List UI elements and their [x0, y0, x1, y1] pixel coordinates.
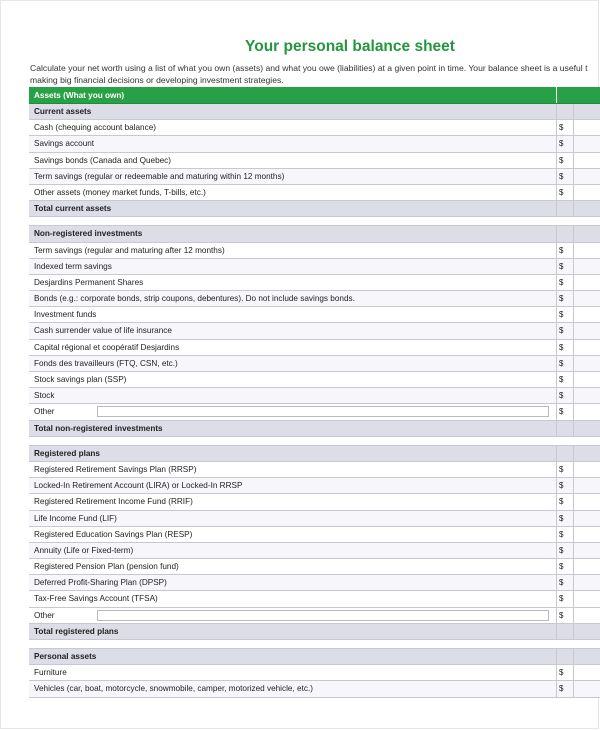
table-row [29, 243, 600, 259]
amount-field[interactable] [574, 665, 600, 680]
other-label: Other [34, 407, 55, 417]
amount-cell-divider [556, 494, 557, 510]
amount-field[interactable] [574, 527, 600, 542]
table-row [29, 527, 600, 543]
row-label: Term savings (regular or redeemable and maturing within 12 months) [34, 171, 285, 181]
row-label: Deferred Profit-Sharing Plan (DPSP) [34, 578, 167, 588]
amount-field[interactable] [574, 511, 600, 526]
dollar-sign: $ [559, 578, 564, 588]
dollar-sign: $ [559, 529, 564, 539]
amount-cell-divider [556, 275, 557, 291]
table-row [29, 665, 600, 681]
amount-field[interactable] [574, 356, 600, 371]
amount-field[interactable] [574, 259, 600, 274]
assets-table [29, 87, 600, 698]
amount-field[interactable] [574, 275, 600, 290]
table-row [29, 478, 600, 494]
amount-field[interactable] [574, 153, 600, 168]
dollar-sign: $ [559, 562, 564, 572]
total-label: Total registered plans [34, 626, 119, 636]
amount-field[interactable] [574, 478, 600, 493]
section-spacer [29, 437, 600, 446]
dollar-sign: $ [559, 391, 564, 401]
amount-cell-divider [556, 136, 557, 152]
row-label: Capital régional et coopératif Desjardins [34, 342, 180, 352]
table-row [29, 511, 600, 527]
amount-cell-divider [556, 511, 557, 527]
dollar-sign: $ [559, 139, 564, 149]
amount-cell-divider [556, 153, 557, 169]
amount-cell-divider [556, 201, 557, 217]
amount-cell-divider [556, 559, 557, 575]
amount-cell-divider [556, 259, 557, 275]
row-label: Tax-Free Savings Account (TFSA) [34, 594, 158, 604]
table-row [29, 185, 600, 201]
amount-field[interactable] [574, 608, 600, 623]
amount-cell-divider [556, 356, 557, 372]
row-label: Savings account [34, 139, 95, 149]
amount-field[interactable] [574, 169, 600, 184]
table-row [29, 275, 600, 291]
dollar-sign: $ [559, 594, 564, 604]
amount-cell-divider [556, 446, 557, 462]
amount-field[interactable] [574, 591, 600, 606]
amount-cell-divider [556, 608, 557, 624]
amount-field[interactable] [574, 494, 600, 509]
table-row [29, 372, 600, 388]
dollar-sign: $ [559, 326, 564, 336]
other-description-input[interactable] [97, 406, 549, 417]
amount-cell-divider [556, 591, 557, 607]
dollar-sign: $ [559, 123, 564, 133]
amount-cell-divider [556, 104, 557, 120]
intro-text [30, 63, 600, 86]
amount-cell-divider [556, 185, 557, 201]
table-row [29, 681, 600, 697]
section-title-row [29, 649, 600, 665]
row-label: Fonds des travailleurs (FTQ, CSN, etc.) [34, 358, 178, 368]
page-title: Your personal balance sheet [245, 38, 455, 55]
dollar-sign: $ [559, 610, 564, 620]
amount-cell-divider [556, 404, 557, 420]
table-row [29, 559, 600, 575]
amount-field[interactable] [574, 575, 600, 590]
row-label: Vehicles (car, boat, motorcycle, snowmobile, camper, motorized vehicle, etc.) [34, 684, 313, 694]
amount-field[interactable] [574, 243, 600, 258]
amount-cell-divider [556, 543, 557, 559]
dollar-sign: $ [559, 261, 564, 271]
row-label: Investment funds [34, 310, 97, 320]
total-row [29, 201, 600, 217]
amount-cell-divider [556, 243, 557, 259]
amount-cell-divider [556, 575, 557, 591]
amount-cell-divider [556, 665, 557, 681]
table-row [29, 259, 600, 275]
row-label: Savings bonds (Canada and Quebec) [34, 155, 172, 165]
row-label: Cash (chequing account balance) [34, 123, 156, 133]
row-label: Locked-In Retirement Account (LIRA) or Locked-In RRSP [34, 481, 243, 491]
section-spacer [29, 217, 600, 226]
assets-header-label: Assets (What you own) [34, 91, 125, 100]
table-row [29, 591, 600, 607]
row-label: Bonds (e.g.: corporate bonds, strip coupons, debentures). Do not include savings bonds. [34, 294, 355, 304]
amount-cell-divider [573, 446, 574, 462]
dollar-sign: $ [559, 513, 564, 523]
dollar-sign: $ [559, 171, 564, 181]
amount-field[interactable] [574, 340, 600, 355]
intro-line-1: Calculate your net worth using a list of what you own (assets) and what you owe (liabilities) at a given point in time. Your balance sheet is a useful t [30, 63, 588, 73]
amount-field[interactable] [574, 185, 600, 200]
amount-cell-divider [573, 624, 574, 640]
row-label: Annuity (Life or Fixed-term) [34, 545, 134, 555]
row-label: Life Income Fund (LIF) [34, 513, 117, 523]
intro-line-2: making big financial decisions or developing investment strategies. [30, 74, 284, 85]
amount-field[interactable] [574, 323, 600, 338]
total-label: Total current assets [34, 204, 112, 214]
amount-cell-divider [573, 226, 574, 242]
dollar-sign: $ [559, 668, 564, 678]
header-divider-cell [556, 87, 574, 103]
table-row [29, 291, 600, 307]
amount-cell-divider [556, 649, 557, 665]
total-row [29, 421, 600, 437]
section-spacer [29, 640, 600, 649]
amount-field[interactable] [574, 120, 600, 135]
other-description-input[interactable] [97, 610, 549, 621]
dollar-sign: $ [559, 358, 564, 368]
dollar-sign: $ [559, 277, 564, 287]
dollar-sign: $ [559, 245, 564, 255]
table-row [29, 136, 600, 152]
amount-cell-divider [573, 649, 574, 665]
table-row [29, 462, 600, 478]
row-label: Cash surrender value of life insurance [34, 326, 172, 336]
row-label: Stock savings plan (SSP) [34, 375, 127, 384]
dollar-sign: $ [559, 545, 564, 555]
amount-field[interactable] [574, 404, 600, 419]
section-title: Registered plans [34, 448, 100, 458]
row-label: Registered Pension Plan (pension fund) [34, 562, 179, 572]
table-row [29, 120, 600, 136]
amount-cell-divider [556, 169, 557, 185]
amount-field[interactable] [574, 291, 600, 306]
amount-cell-divider [556, 527, 557, 543]
table-row [29, 307, 600, 323]
amount-field[interactable] [574, 559, 600, 574]
table-row [29, 340, 600, 356]
amount-field[interactable] [574, 462, 600, 477]
section-title: Personal assets [34, 652, 97, 661]
section-title: Current assets [34, 107, 92, 116]
amount-cell-divider [556, 340, 557, 356]
amount-cell-divider [556, 624, 557, 640]
amount-cell-divider [556, 388, 557, 404]
total-label: Total non-registered investments [34, 423, 163, 433]
assets-header [29, 87, 600, 104]
amount-cell-divider [556, 462, 557, 478]
amount-cell-divider [573, 201, 574, 217]
dollar-sign: $ [559, 481, 564, 491]
dollar-sign: $ [559, 464, 564, 474]
row-label: Registered Education Savings Plan (RESP) [34, 529, 193, 539]
table-row [29, 323, 600, 339]
table-row [29, 575, 600, 591]
table-row [29, 356, 600, 372]
section-title-row [29, 446, 600, 462]
amount-cell-divider [556, 681, 557, 697]
table-row [29, 388, 600, 404]
row-label: Term savings (regular and maturing after 12 months) [34, 245, 225, 255]
amount-field[interactable] [574, 372, 600, 387]
row-label: Registered Retirement Income Fund (RRIF) [34, 497, 193, 507]
dollar-sign: $ [559, 187, 564, 197]
dollar-sign: $ [559, 497, 564, 507]
row-label: Stock [34, 391, 55, 401]
amount-field[interactable] [574, 543, 600, 558]
table-row [29, 153, 600, 169]
table-row [29, 169, 600, 185]
amount-cell-divider [556, 307, 557, 323]
dollar-sign: $ [559, 294, 564, 304]
total-row [29, 624, 600, 640]
row-label: Other assets (money market funds, T-bills, etc.) [34, 187, 206, 197]
amount-field[interactable] [574, 681, 600, 696]
row-label: Desjardins Permanent Shares [34, 277, 144, 287]
amount-cell-divider [573, 421, 574, 437]
dollar-sign: $ [559, 407, 564, 417]
dollar-sign: $ [559, 155, 564, 165]
row-label: Registered Retirement Savings Plan (RRSP) [34, 464, 197, 474]
other-row [29, 404, 600, 420]
dollar-sign: $ [559, 375, 564, 384]
amount-cell-divider [573, 104, 574, 120]
amount-field[interactable] [574, 388, 600, 403]
section-title-row [29, 104, 600, 120]
section-title-row [29, 226, 600, 242]
table-row [29, 543, 600, 559]
amount-cell-divider [556, 291, 557, 307]
section-title: Non-registered investments [34, 229, 143, 239]
row-label: Indexed term savings [34, 261, 112, 271]
amount-cell-divider [556, 421, 557, 437]
amount-cell-divider [556, 120, 557, 136]
amount-cell-divider [556, 478, 557, 494]
dollar-sign: $ [559, 342, 564, 352]
amount-cell-divider [556, 372, 557, 388]
other-row [29, 608, 600, 624]
amount-cell-divider [556, 226, 557, 242]
dollar-sign: $ [559, 684, 564, 694]
table-row [29, 494, 600, 510]
row-label: Furniture [34, 668, 67, 678]
amount-field[interactable] [574, 307, 600, 322]
amount-cell-divider [556, 323, 557, 339]
other-label: Other [34, 610, 55, 620]
dollar-sign: $ [559, 310, 564, 320]
amount-field[interactable] [574, 136, 600, 151]
